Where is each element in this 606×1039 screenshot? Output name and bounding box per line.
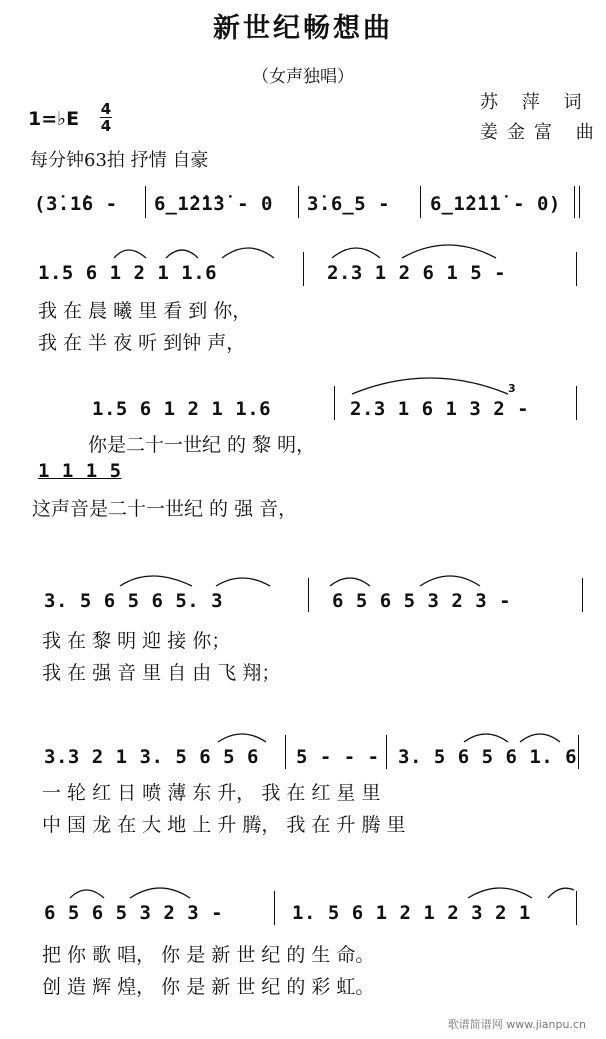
lyric-s4-v2: 中 国 龙 在 大 地 上 升 腾， 我 在 升 腾 里 — [42, 814, 406, 836]
notes-s4-m3: 3. 5 6 5 6 1. 6 — [398, 746, 578, 768]
lyric-s3-v1: 我 在 黎 明 迎 接 你； — [42, 630, 231, 652]
notes-s4-m2: 5 - - - — [296, 746, 380, 768]
notes-s3-m1: 3. 5 6 5 6 5. 3 — [44, 590, 224, 612]
lyric-s4-v1: 一 轮 红 日 喷 薄 东 升， 我 在 红 星 里 — [42, 782, 381, 804]
lyric-s1-v1: 我 在 晨 曦 里 看 到 你， — [38, 300, 252, 322]
barline — [576, 386, 577, 420]
slur — [402, 245, 496, 258]
slur — [130, 888, 190, 898]
time-signature — [96, 102, 116, 133]
slur — [222, 248, 274, 258]
slur — [166, 250, 198, 258]
lyric-s2-v2: 这声音是二十一世纪 的 强 音， — [32, 498, 298, 520]
barline — [308, 578, 309, 612]
slur — [352, 378, 508, 394]
slur — [114, 250, 146, 258]
intro-measure-2: 6̲1̇2̇1̇3̇ - 0 — [154, 193, 273, 215]
lyric-s2-v1: 你是二十一世纪 的 黎 明， — [88, 434, 316, 456]
lyric-s1-v2: 我 在 半 夜 听 到钟 声， — [38, 332, 246, 354]
intro-measure-1: (3̇.1̇6 - — [34, 193, 118, 215]
repeat-barline — [574, 186, 580, 218]
slur — [120, 576, 192, 586]
barline — [145, 186, 146, 218]
watermark: 歌谱简谱网 www.jianpu.cn — [447, 1018, 586, 1031]
barline — [576, 891, 577, 925]
notes-s2-m2: 2.3 1 6 1 3 2 - — [350, 398, 530, 420]
lyricist-credit: 苏 萍 词 — [480, 92, 591, 113]
slur — [332, 248, 380, 258]
slur — [218, 734, 266, 742]
time-signature-bottom: 4 — [100, 117, 112, 135]
time-signature-top: 4 — [100, 100, 112, 118]
notes-s5-m1: 6 5 6 5 3 2 3 - — [44, 902, 224, 924]
intro-measure-3: 3̇.6̲5 - — [307, 193, 391, 215]
grace-note: 3 — [508, 382, 516, 395]
barline — [303, 252, 304, 286]
barline — [334, 386, 335, 420]
barline — [386, 735, 387, 769]
slur — [70, 890, 104, 898]
barline — [582, 578, 583, 612]
barline — [298, 186, 299, 218]
notes-s1-m2: 2.3 1 2 6 1 5 - — [327, 262, 507, 284]
notes-s1-m1: 1.5 6 1 2 1 1.6 — [38, 262, 218, 284]
intro-measure-4: 6̲1̇2̇1̇1̇ - 0) — [430, 193, 561, 215]
lyric-s3-v2: 我 在 强 音 里 自 由 飞 翔； — [42, 662, 281, 684]
notes-s4-m1: 3.3 2 1 3. 5 6 5 6 — [44, 746, 259, 768]
barline — [420, 186, 421, 218]
notes-s5-m2: 1. 5 6 1 2 1 2 3 2 1 — [292, 902, 531, 924]
barline — [576, 252, 577, 286]
slur — [548, 888, 574, 898]
song-title: 新世纪畅想曲 — [213, 13, 393, 44]
barline — [274, 891, 275, 925]
notes-s2-m1: 1.5 6 1 2 1 1.6 — [92, 398, 272, 420]
slur — [420, 576, 480, 586]
lyric-s5-v2: 创 造 辉 煌， 你 是 新 世 纪 的 彩 虹。 — [42, 976, 375, 998]
slur — [464, 734, 508, 742]
composer-credit: 姜金富 曲 — [480, 122, 603, 143]
song-subtitle: （女声独唱） — [252, 67, 354, 87]
slur — [216, 578, 270, 586]
lyric-s5-v1: 把 你 歌 唱， 你 是 新 世 纪 的 生 命。 — [42, 944, 375, 966]
slur — [330, 578, 370, 586]
key-signature: 1=♭E — [28, 108, 80, 130]
slur — [520, 734, 560, 742]
barline — [285, 735, 286, 769]
alt-notes-s2: 1 1 1 5 — [38, 460, 122, 482]
notes-s3-m2: 6 5 6 5 3 2 3 - — [332, 590, 512, 612]
barline — [578, 735, 579, 769]
tempo-marking: 每分钟63拍 抒情 自豪 — [30, 150, 209, 171]
slur — [468, 888, 532, 898]
